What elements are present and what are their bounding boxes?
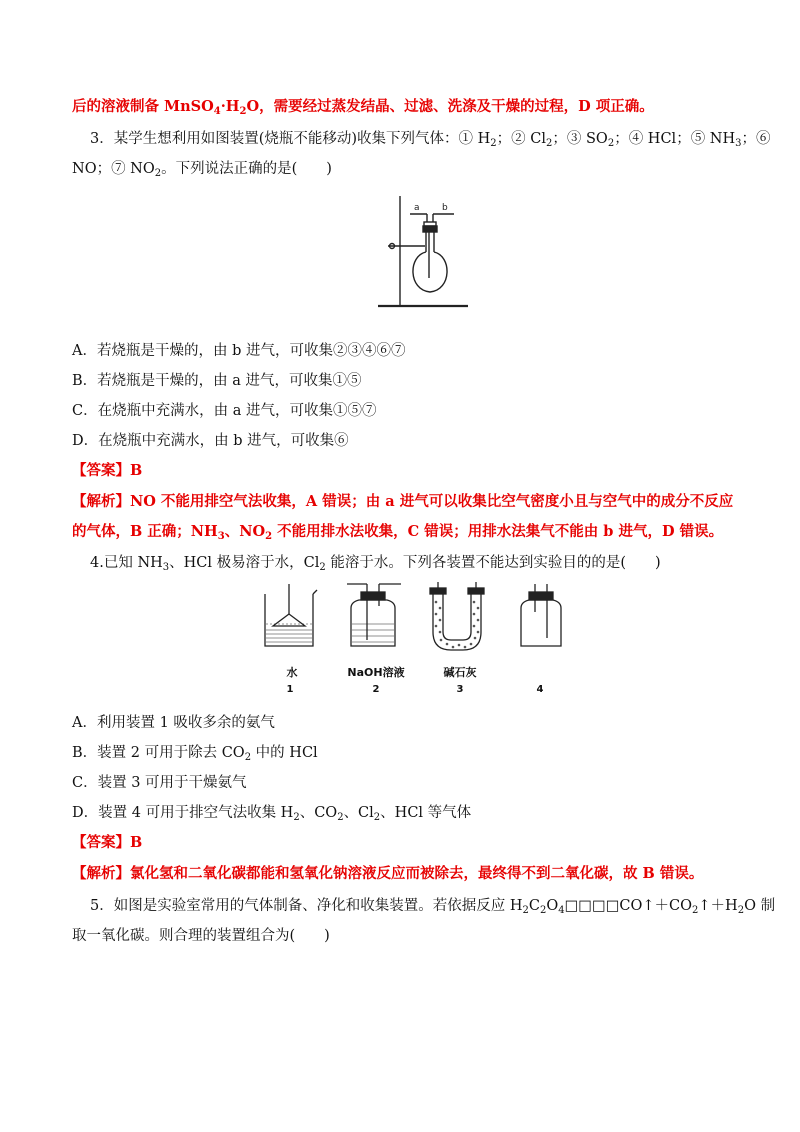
q3-label-b: b xyxy=(442,203,448,213)
q3-option-d: D．在烧瓶中充满水，由 b 进气，可收集⑥ xyxy=(72,433,349,449)
q3-option-c: C．在烧瓶中充满水，由 a 进气，可收集①⑤⑦ xyxy=(72,403,377,419)
q4-answer: 【答案】B xyxy=(72,834,143,851)
q3-stem-line1: 3．某学生想利用如图装置(烧瓶不能移动)收集下列气体：① $H_2$；② $Cl_2$；③ $SO_2$；④ HCl；⑤ $NH_3$；⑥ xyxy=(90,131,771,149)
device-3-granules xyxy=(435,601,480,649)
q4-option-a: A．利用装置 1 吸收多余的氨气 xyxy=(72,715,275,731)
q3-analysis-line1: 【解析】NO 不能用排空气法收集，A 错误；由 a 进气可以收集比空气密度小且与空气中的成分不反应 xyxy=(72,493,734,510)
device-1-number: 1 xyxy=(286,684,294,695)
device-2-number: 2 xyxy=(372,684,380,695)
device-2-caption: NaOH溶液 xyxy=(347,666,405,679)
q4-option-c: C．装置 3 可用于干燥氨气 xyxy=(72,775,247,791)
q5-stem-line2: 取一氧化碳。则合理的装置组合为( ) xyxy=(72,928,330,944)
q3-answer: 【答案】B xyxy=(72,462,143,479)
q4-option-b: B．装置 2 可用于除去 $CO_2$ 中的 HCl xyxy=(72,745,318,763)
q4-analysis: 【解析】氯化氢和二氧化碳都能和氢氧化钠溶液反应而被除去，最终得不到二氧化碳，故 B 错误。 xyxy=(72,865,704,882)
q3-analysis-line2: 的气体，B 正确；$NH_3$、$NO_2$ 不能用排水法收集，C 错误；用排水法集气不能由 b 进气，D 错误。 xyxy=(72,523,724,542)
device-1-beaker xyxy=(265,584,317,646)
intro-line: 后的溶液制备 $MnSO_4\cdot H_2O$，需要经过蒸发结晶、过滤、洗涤及干燥的过程，D 项正确。 xyxy=(72,98,654,117)
q3-flask-apparatus-figure xyxy=(370,188,480,313)
q3-stem-line2: NO；⑦ $NO_2$。下列说法正确的是( ) xyxy=(72,161,332,179)
q3-option-a: A．若烧瓶是干燥的，由 b 进气，可收集②③④⑥⑦ xyxy=(72,343,406,359)
q4-stem: 4.已知 $NH_3$、HCl 极易溶于水，$Cl_2$ 能溶于水。下列各装置不能达到实验目的的是( ) xyxy=(90,555,661,573)
device-2-wash-bottle xyxy=(347,584,401,646)
device-3-caption: 碱石灰 xyxy=(443,666,477,679)
q4-option-d: D．装置 4 可用于排空气法收集 $H_2$、$CO_2$、$Cl_2$、HCl 等气体 xyxy=(72,805,472,823)
q5-stem-line1: 5．如图是实验室常用的气体制备、净化和收集装置。若依据反应 $H_2C_2O_4□□□□CO↑+CO_2↑+H_2O$ 制 xyxy=(90,898,776,916)
device-4-number: 4 xyxy=(536,684,544,695)
device-1-caption: 水 xyxy=(286,666,298,679)
device-3-number: 3 xyxy=(456,684,464,695)
device-3-u-tube xyxy=(430,582,484,650)
q4-devices-figure xyxy=(255,580,565,660)
device-4-bottle xyxy=(521,584,561,646)
q3-option-b: B．若烧瓶是干燥的，由 a 进气，可收集①⑤ xyxy=(72,373,362,389)
q3-label-a: a xyxy=(414,203,420,213)
